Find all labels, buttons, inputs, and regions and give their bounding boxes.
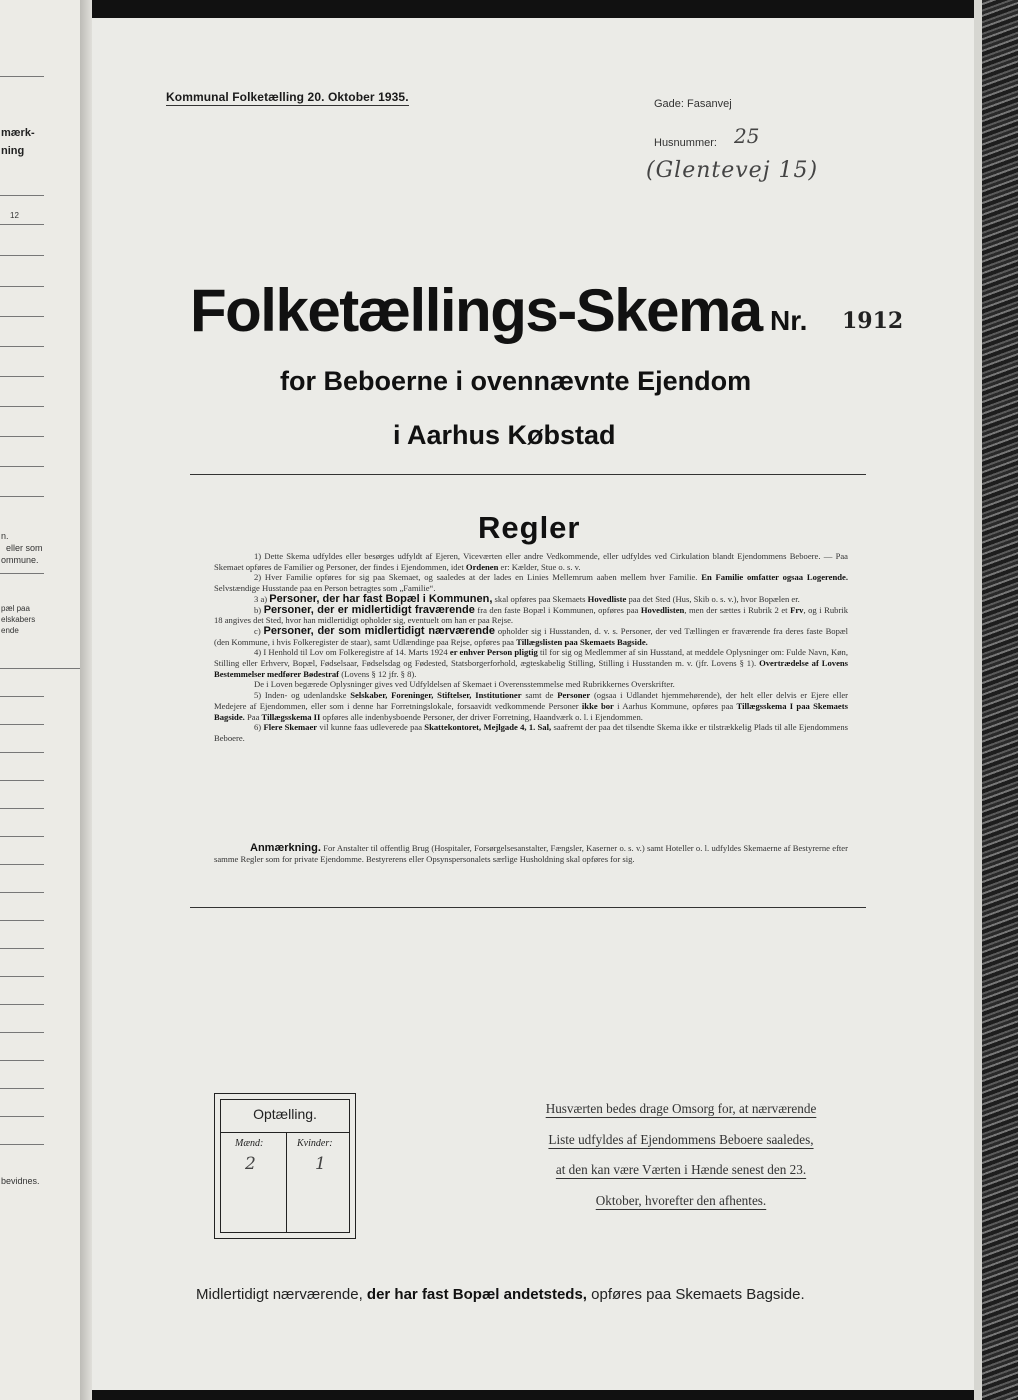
left-fragment: ning (1, 145, 25, 157)
notice-line: Husværten bedes drage Omsorg for, at nærværende (545, 1101, 817, 1116)
left-rule (0, 316, 44, 317)
house-number-handwritten: 25 (734, 124, 760, 148)
page-edge (974, 0, 982, 1400)
rule-3b: b) Personer, der er midlertidigt fraværende fra den faste Bopæl i Kommunen, opføres paa Hovedlisten, men der sættes i Rubrik 2 et Frv, og i Rubrik 18 angives det Sted, hvor han midlertidigt opholder sig, eventuelt om han er paa Rejse. (214, 603, 848, 626)
rule-4: 4) I Henhold til Lov om Folkeregistre af 14. Marts 1924 er enhver Person pligtig til for sig og Medlemmer af sin Husstand, at meddele Oplysninger om: Fulde Navn, Køn, Stilling eller Erhverv, Bopæl, Fødselsaar, Fødselsdag og Fødested, Statsborgerforhold, ægteskabelig Stilling, Stilling i Husstanden m. v. (jfr. Lovens § 1). Overtrædelse af Lovens Bestemmelser medfører Bødestraf (Lovens § 12 jfr. § 8). (214, 647, 849, 679)
left-fragment: eller som (6, 543, 43, 553)
form-subtitle-line2: i Aarhus Købstad (393, 420, 616, 450)
form-subtitle-line1: for Beboerne i ovennævnte Ejendom (280, 366, 752, 396)
rule-2: 2) Hver Familie opføres for sig paa Skemaet, og saaledes at der lades en Linies Mellemrum aaben mellem hver Familie. En Familie omfatter ogsaa Logerende. Selvstændige Husstande paa en Person betragtes som „Familie“. (214, 572, 849, 594)
left-fragment: ommune. (1, 555, 39, 565)
form-main-title: Folketællings-Skema (190, 277, 762, 344)
footer-note: Midlertidigt nærværende, der har fast Bopæl andetsteds, opføres paa Skemaets Bagside. (196, 1286, 805, 1303)
left-rule (0, 573, 44, 574)
left-rule (0, 466, 44, 467)
left-rule (0, 1032, 44, 1033)
divider-top (190, 474, 866, 475)
left-fragment: elskabers (1, 615, 36, 624)
rule-3c: c) Personer, der som midlertidigt nærværende opholder sig i Husstanden, d. v. s. Personer, der ved Tællingen er fraværende fra deres faste Bopæl (den Kommune, i hvis Folkeregister de staar), samt Udlændinge paa Rejse, opføres paa Tillægslisten paa Skemaets Bagside. (214, 624, 849, 647)
form-number-label: Nr. (770, 305, 808, 336)
left-rule (0, 1144, 44, 1145)
notice-line: at den kan være Værten i Hænde senest den 23. (555, 1162, 807, 1177)
left-page-fragment (0, 0, 80, 1400)
divider-bottom (190, 907, 866, 908)
rule-1: 1) Dette Skema udfyldes eller besørges udfyldt af Ejeren, Viceværten eller andre Vedkommende, eller udfyldes ved Cirkulation blandt Ejendommens Beboere. — Paa Skemaet opføres de Familier og Personer, der findes i Ejendommen, idet Ordenen er: Kælder, Stue o. s. v. (214, 551, 848, 572)
remark-text: For Anstalter til offentlig Brug (Hospitaler, Forsørgelsesanstalter, Fængsler, Kaserner o. s. v.) samt Hoteller o. l. udfyldes Skemaerne af Bestyrerne efter samme Regler som for private Ejendomme. Bestyrerens eller Opsynspersonalets særlige Husholdning skal opføres for sig. (214, 843, 848, 864)
rules-body (214, 551, 848, 744)
street-field (654, 98, 732, 110)
census-header-title: Kommunal Folketælling 20. Oktober 1935. (166, 90, 409, 104)
left-fragment: ende (1, 626, 19, 635)
left-rule (0, 286, 44, 287)
left-rule (0, 1088, 44, 1089)
left-rule (0, 948, 44, 949)
left-rule (0, 976, 44, 977)
left-rule (0, 76, 44, 77)
left-rule (0, 346, 44, 347)
house-number-label: Husnummer: (654, 137, 717, 149)
count-box-divider (221, 1132, 349, 1133)
count-box-inner (220, 1099, 350, 1233)
left-rule (0, 696, 44, 697)
left-rule (0, 224, 44, 225)
rule-5: 5) Inden- og udenlandske Selskaber, Foreninger, Stiftelser, Institutioner samt de Personer (ogsaa i Udlandet hjemmehørende), der helt eller delvis er Ejere eller Medejere af Ejendommen, eller som i denne har Forretningslokale, forsaavidt vedkommende Personer ikke bor i Aarhus Kommune, opføres paa Tillægsskema I paa Skemaets Bagside. Paa Tillægsskema II opføres alle indenbysboende Personer, der driver Forretning, Haandværk o. l. i Ejendommen. (214, 690, 849, 722)
left-rule (0, 724, 44, 725)
left-rule (0, 752, 44, 753)
men-label: Mænd: (235, 1138, 264, 1149)
left-rule (0, 780, 44, 781)
count-box-column-divider (286, 1132, 287, 1232)
women-label: Kvinder: (297, 1138, 333, 1149)
men-count: 2 (245, 1154, 256, 1174)
left-rule (0, 1060, 44, 1061)
book-spine (982, 0, 1018, 1400)
left-rule (0, 1004, 44, 1005)
left-rule (0, 255, 44, 256)
left-rule (0, 406, 44, 407)
women-count: 1 (315, 1154, 326, 1174)
left-rule (0, 920, 44, 921)
left-fragment: 12 (10, 211, 19, 220)
left-fragment: mærk- (1, 127, 35, 139)
street-label: Gade: (654, 98, 684, 110)
street-note-handwritten: (Glentevej 15) (646, 158, 819, 183)
rule-3a: 3 a) Personer, der har fast Bopæl i Kommunen, skal opføres paa Skemaets Hovedliste paa det Sted (Hus, Skib o. s. v.), hvor Bopælen er. (254, 592, 800, 605)
remark-label: Anmærkning. (250, 842, 321, 854)
left-rule (0, 496, 44, 497)
landlord-notice (505, 1094, 857, 1216)
left-rule (0, 864, 44, 865)
rule-6: 6) Flere Skemaer vil kunne faas udleverede paa Skattekontoret, Mejlgade 4, 1. Sal, saafremt der paa det tilsendte Skema ikke er tilstrækkelig Plads til alle Ejendommens Beboere. (214, 722, 848, 743)
left-rule (0, 436, 44, 437)
notice-line: Oktober, hvorefter den afhentes. (595, 1192, 767, 1208)
left-rule (0, 892, 44, 893)
left-fragment: bevidnes. (1, 1176, 40, 1186)
left-rule (0, 836, 44, 837)
rules-heading: Regler (478, 510, 581, 545)
left-fragment: pæl paa (1, 604, 30, 613)
street-value: Fasanvej (687, 98, 732, 110)
rule-4b: De i Loven begærede Oplysninger gives ved Udfyldelsen af Skemaet i Overensstemmelse med Rubrikkernes Overskrifter. (254, 679, 675, 690)
left-rule (0, 668, 80, 669)
book-gutter (80, 0, 92, 1400)
form-number-value: 1912 (842, 308, 904, 334)
count-box (214, 1093, 356, 1239)
remark-section (214, 843, 848, 864)
count-box-title: Optælling. (253, 1106, 317, 1122)
left-fragment: n. (1, 531, 9, 541)
left-rule (0, 1116, 44, 1117)
left-rule (0, 376, 44, 377)
left-rule (0, 808, 44, 809)
left-rule (0, 195, 44, 196)
notice-line: Liste udfyldes af Ejendommens Beboere saaledes, (548, 1131, 814, 1147)
